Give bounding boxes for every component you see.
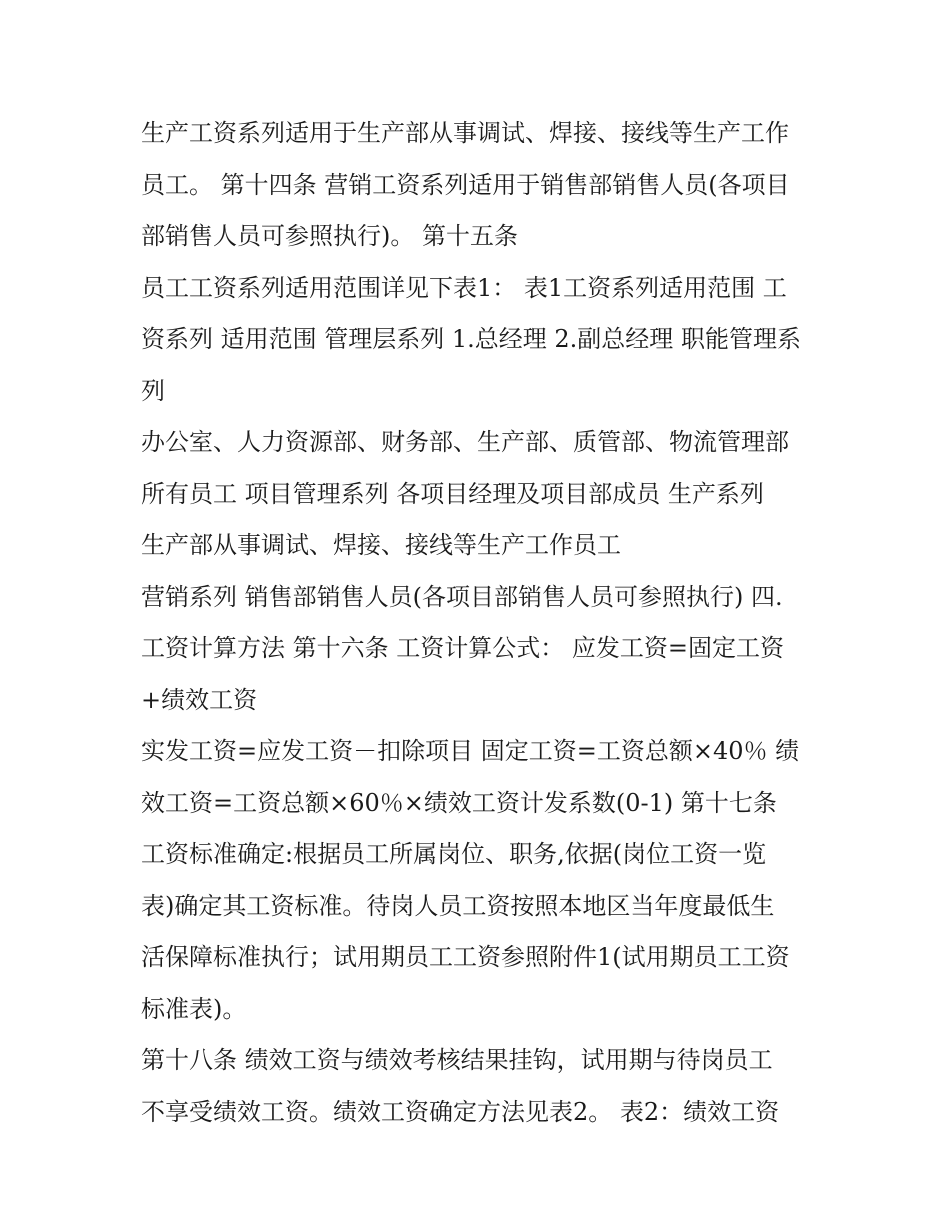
text-line: 实发工资=应发工资－扣除项目 固定工资=工资总额×40％ 绩 bbox=[141, 737, 800, 765]
text-line: 生产部从事调试、焊接、接线等生产工作员工 bbox=[141, 531, 621, 559]
text-line: 部销售人员可参照执行)。 第十五条 bbox=[141, 222, 518, 250]
text-line: 不享受绩效工资。绩效工资确定方法见表2。 表2：绩效工资 bbox=[141, 1097, 780, 1126]
text-line: 所有员工 项目管理系列 各项目经理及项目部成员 生产系列 bbox=[141, 479, 764, 508]
text-line: 生产工资系列适用于生产部从事调试、焊接、接线等生产工作 bbox=[141, 119, 789, 147]
text-line: 标准表)。 bbox=[141, 994, 247, 1023]
text-line: 资系列 适用范围 管理层系列 1.总经理 2.副总经理 职能管理系 bbox=[141, 325, 801, 353]
text-line: 员工工资系列适用范围详见下表1： 表1工资系列适用范围 工 bbox=[141, 273, 787, 302]
text-line: 效工资=工资总额×60％×绩效工资计发系数(0-1) 第十七条 bbox=[141, 788, 777, 817]
text-line: +绩效工资 bbox=[141, 685, 258, 714]
document-body bbox=[141, 108, 821, 1138]
text-line: 员工。 第十四条 营销工资系列适用于销售部销售人员(各项目 bbox=[141, 170, 790, 199]
text-line: 表)确定其工资标准。待岗人员工资按照本地区当年度最低生 bbox=[141, 891, 775, 920]
text-line: 办公室、人力资源部、财务部、生产部、质管部、物流管理部 bbox=[141, 428, 789, 456]
text-line: 工资计算方法 第十六条 工资计算公式： 应发工资=固定工资 bbox=[141, 634, 784, 662]
text-line: 活保障标准执行；试用期员工工资参照附件1(试用期员工工资 bbox=[141, 943, 790, 971]
text-line: 第十八条 绩效工资与绩效考核结果挂钩，试用期与待岗员工 bbox=[141, 1046, 773, 1074]
text-line: 列 bbox=[141, 376, 165, 405]
text-line: 工资标准确定:根据员工所属岗位、职务,依据(岗位工资一览 bbox=[141, 840, 767, 868]
text-line: 营销系列 销售部销售人员(各项目部销售人员可参照执行) 四. bbox=[141, 582, 783, 611]
